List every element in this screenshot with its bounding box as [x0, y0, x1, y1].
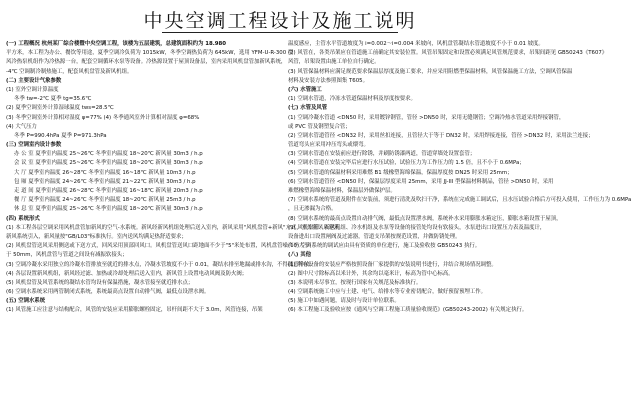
right-text-line: (3) 本说明未尽事宜，按现行国家有关规范及标准执行。: [288, 279, 422, 286]
right-text-line: (七) 水管及风管: [288, 105, 328, 112]
left-text-line: -4℃ 空调制冷制热施工，配套风机盘管及新风机组。: [6, 68, 133, 75]
right-text-line: 风管，吊架设置由施工单位自行确定。: [288, 59, 380, 66]
page-title: 中央空调工程设计及施工说明: [143, 10, 417, 32]
right-text-line: (六) 水管施工: [288, 86, 322, 93]
title-underline: [162, 32, 398, 33]
left-text-line: 平方米，本工程为办公、餐饮等用途，夏季空调冷负荷为 1015kW，冬季空调热负荷为 645kW，选用 YFM-U-R-300 型: [6, 50, 294, 57]
right-text-line: (10) 空调系统的调试应由具有资质的单位进行，施工及验收按 GB50243 执行。: [288, 243, 481, 250]
right-text-line: 温度感应，主管水平管道坡度为 i=0.002～i=0.004 米坡向，风机盘管凝结水管道坡度不小于 0.01 坡度。: [288, 41, 544, 47]
right-text-line: (9) 风机盘管、新风机组、冷水机组及水泵等设备的接管处均设有软接头，水泵进出口设置压力表及温度计，: [288, 224, 546, 231]
right-text-line: (1) 所有设备的安装应严格按照设备厂家提供的安装说明书进行，并结合现场情况调整。: [288, 261, 497, 268]
right-text-line: (1) 空调水管道，冷冻水管道保温材料及厚度按要求。: [288, 96, 416, 103]
right-text-line: (八) 其他: [288, 252, 311, 259]
left-text-line: (1) 本工程各层空调采用风机盘管加新风的空气-水系统。新风经新风机组处理后送入室内，新风采用"风机盘管+新风"方式，室外新风从建筑: [6, 224, 340, 231]
right-text-line: 设备进出口设置闸阀及过滤器，管道支吊架按规范设置，并做防锈处理。: [288, 233, 461, 240]
left-text-line: 冬季 tw=-2℃ 夏季 tg=35.6℃: [14, 96, 92, 103]
left-text-line: (1) 室外空调计算温度: [6, 86, 59, 93]
left-text-line: (3) 空调冷凝水采用独立的冷凝水管排放至就近的排水点，冷凝水管坡度不小于 0.01，凝结水排至地漏或排水沟，不得随意排放；: [6, 261, 315, 268]
left-text-line: 走 道 间 夏季室内温度 26~28℃ 冬季室内温度 16~18℃ 新风量 20m3 / h.p: [14, 188, 203, 194]
left-text-line: 包 厢 夏季室内温度 24~26℃ 冬季室内温度 21~22℃ 新风量 30m3 / h.p: [14, 178, 196, 185]
left-text-line: 休 息 室 夏季室内温度 25~26℃ 冬季室内温度 18~20℃ 新风量 30m3 / h.p: [14, 206, 203, 213]
right-text-line: 难燃橡塑海绵保温材料，保温层外做保护层。: [288, 188, 396, 194]
left-text-line: (三) 空调室内设计参数: [6, 142, 62, 149]
left-text-line: (6) 空调水系统采用两管制闭式系统，系统最高点设置自动排气阀，最低点设泄水阀。: [6, 289, 210, 296]
left-text-line: (一) 工程概况 杭州某厂综合楼暨中央空调工程，该楼为五层建筑，总建筑面积约为 18.980: [6, 41, 227, 47]
left-text-line: (五) 空调水系统: [6, 298, 46, 305]
left-text-line: (3) 冬季空调室外计算相对湿度 φ=77% (4) 冬季通风室外计算相对湿度 φ=68%: [6, 114, 200, 121]
right-text-line: ，且无渗漏为合格。: [288, 206, 337, 213]
right-text-line: (2) 图中尺寸除标高以米计外，其余均以毫米计，标高为管中心标高。: [288, 270, 454, 277]
left-text-line: (5) 风机盘管及风管系统的凝结水管均设有保温措施，凝水管接至就近排水点；: [6, 279, 194, 286]
right-text-line: (1) 空调冷凝水管道 <DN50 时，采用镀锌钢管，管径 >DN50 时，采用无缝钢管；空调冷热水管道采用焊接钢管，: [288, 114, 565, 121]
left-text-line: (4) 大气压力: [6, 123, 37, 130]
left-text-line: 餐 厅 夏季室内温度 24~26℃ 冬季室内温度 18~20℃ 新风量 25m3 / h.p: [14, 197, 196, 204]
right-text-line: (2) 空调水管道管径 <DN32 时，采用丝扣连接，且管径大于等于 DN32 时，采用焊接连接，管径 >DN32 时，采用法兰连接；: [288, 132, 594, 139]
right-text-line: 管道弯头应采用冲压弯头或煨弯。: [288, 142, 369, 149]
right-text-line: (6) 空调水管道管径 <DN50 时，保温层厚度采用 25mm，采用 JJ-III 型保温材料制品，管径 >DN50 时，采用: [288, 178, 554, 185]
right-text-line: (5) 施工中如遇问题，请及时与设计单位联系。: [288, 298, 400, 305]
right-text-line: 或 PVC 管及钢塑复合管；: [288, 123, 351, 130]
right-text-line: (8) 空调水系统的最高点设置自动排气阀，最低点设置泄水阀，系统补水采用膨胀水箱定压，膨胀水箱设置于屋顶，: [288, 215, 562, 222]
left-text-line: 于 50mm，风机盘管与管道之间设有减振软接头；: [6, 252, 128, 259]
left-text-line: (2) 夏季空调室外计算湿球温度 tws=28.5℃: [6, 105, 114, 112]
right-text-line: (5) 空调水管道的保温材料采用难燃 B1 级橡塑海绵保温，保温厚度按 DN25 时采用 25mm；: [288, 169, 513, 176]
left-text-line: 会 议 室 夏季室内温度 25~26℃ 冬季室内温度 18~20℃ 新风量 30m3 / h.p: [14, 160, 203, 167]
right-text-line: (4) 空调水管道在安装完毕后应进行水压试验，试验压力为工作压力的 1.5 倍，且不小于 0.6MPa；: [288, 160, 525, 167]
right-text-line: 材料及安装方法参照图集 T605。: [288, 77, 368, 84]
left-text-line: 新风系统引入，新风量按"GB/L03"标准执行。室内送风均满足热舒适要求；: [6, 233, 187, 240]
left-text-line: (二) 主要设计气象参数: [6, 77, 62, 84]
right-text-line: (4) 空调系统施工中应与土建、电气、给排水等专业密切配合，做好预留预埋工作。: [288, 289, 487, 296]
left-text-line: (2) 风机盘管送风采用侧送或下送方式，回风采用顶部回风口。风机盘管送风口距地面不少于"5"米处布置，风机盘管噪声不大于: [6, 243, 310, 250]
left-text-line: 风冷热泵机组作为冷热源一台，配套空调循环水泵等设备。冷热源设置于屋顶设备层，室内采用风机盘管加新风系统，: [6, 59, 287, 66]
right-text-line: (7) 空调水系统的管道及附件在安装前，须进行清洗及吹扫干净，系统在完成施工调试后，且水压试验合格后方可投入使用，工作压力为 0.6MPa: [288, 197, 631, 204]
left-text-line: (4) 各层设置新风机组，新风经过滤、加热或冷却处理后送入室内，新风管上设置电动风阀及防火阀；: [6, 270, 248, 277]
left-text-line: 大 厅 夏季室内温度 26~28℃ 冬季室内温度 16~18℃ 新风量 10m3 / h.p: [14, 169, 196, 176]
right-text-line: (6) 本工程施工及验收应按《通风与空调工程施工质量验收规范》(GB50243-2002) 有关规定执行。: [288, 307, 528, 314]
right-text-line: (3) 风管保温材料应满足规范要求保温层厚度及施工要求，并应采用阻燃型保温材料，风管保温施工方法，空调风管保温: [288, 68, 573, 75]
left-text-line: (四) 系统形式: [6, 215, 40, 222]
left-text-line: 办 公 室 夏季室内温度 25~26℃ 冬季室内温度 18~20℃ 新风量 30m3 / h.p: [14, 151, 203, 158]
left-text-line: (1) 风管施工应注意与结构配合，风管的安装应采用膨胀螺栓固定，吊杆间距不大于 3.0m，风管连接，吊架: [6, 307, 263, 314]
right-column: [288, 40, 631, 394]
right-text-line: (3) 空调水管道在安装前应进行除锈，并刷防锈漆两道，管道穿墙处设置套管；: [288, 151, 476, 158]
right-text-line: (2) 风管在，各类吊架应在管道施工前确定其安装位置。风管吊架固定和设置必须满足风管规范要求，吊架间距见 GB50243《T607》: [288, 50, 608, 57]
left-text-line: 冬季 P=990.4hPa 夏季 P=971.3hPa: [14, 132, 107, 139]
